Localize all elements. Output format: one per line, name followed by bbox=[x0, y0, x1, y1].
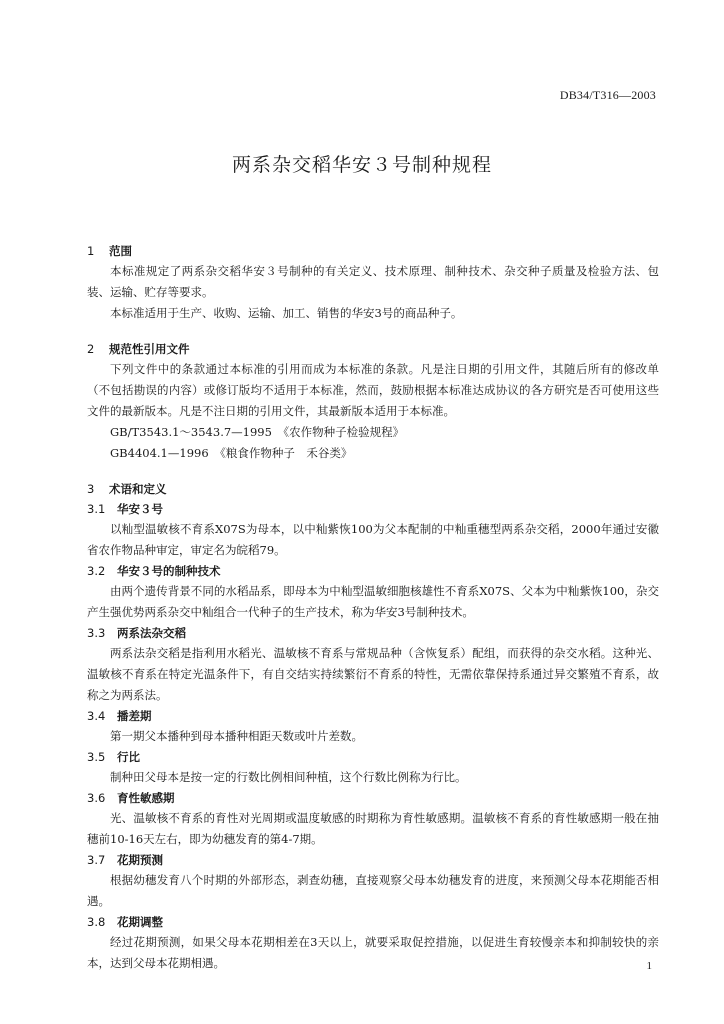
section-number: 2 bbox=[87, 342, 95, 356]
term-heading bbox=[87, 561, 659, 581]
term-title: 两系法杂交稻 bbox=[117, 626, 186, 640]
term-heading bbox=[87, 912, 659, 932]
section-number: 1 bbox=[87, 244, 95, 258]
term-definition: 光、温敏核不育系的育性对光周期或温度敏感的时期称为育性敏感期。温敏核不育系的育性敏感期一般在抽穗前10-16天左右，即为幼穗发育的第4-7期。 bbox=[87, 811, 659, 846]
term-heading bbox=[87, 747, 659, 767]
term-definition: 经过花期预测，如果父母本花期相差在3天以上，就要采取促控措施，以促进生育较慢亲本和抑制较快的亲本，达到父母本花期相遇。 bbox=[87, 935, 659, 970]
term-number: 3.8 bbox=[87, 915, 106, 929]
term-number: 3.3 bbox=[87, 626, 106, 640]
term-title: 育性敏感期 bbox=[117, 791, 175, 805]
term-number: 3.5 bbox=[87, 750, 106, 764]
term-title: 播差期 bbox=[117, 709, 152, 723]
term-heading bbox=[87, 788, 659, 808]
term-number: 3.7 bbox=[87, 853, 106, 867]
page-number: 1 bbox=[646, 960, 652, 972]
section-heading-normative-references bbox=[87, 339, 659, 359]
section-title: 术语和定义 bbox=[109, 482, 167, 496]
term-number: 3.6 bbox=[87, 791, 106, 805]
term-definition: 制种田父母本是按一定的行数比例相间种植，这个行数比例称为行比。 bbox=[110, 770, 467, 784]
reference-item: GB/T3543.1～3543.7—1995 《农作物种子检验规程》 bbox=[110, 425, 405, 439]
section-heading-terms bbox=[87, 479, 659, 499]
paragraph: 本标准适用于生产、收购、运输、加工、销售的华安3号的商品种子。 bbox=[110, 306, 463, 320]
term-number: 3.1 bbox=[87, 502, 106, 516]
term-definition: 以籼型温敏核不育系X07S为母本，以中籼紫恢100为父本配制的中籼重穗型两系杂交稻，2000年通过安徽省农作物品种审定，审定名为皖稻79。 bbox=[87, 522, 659, 557]
term-title: 华安３号 bbox=[117, 502, 163, 516]
term-definition: 由两个遗传背景不同的水稻品系，即母本为中籼型温敏细胞核雄性不育系X07S、父本为中籼紫恢100，杂交产生强优势两系杂交中籼组合一代种子的生产技术，称为华安3号制种技术。 bbox=[87, 584, 659, 619]
term-definition: 第一期父本播种到母本播种相距天数或叶片差数。 bbox=[110, 729, 363, 743]
section-title: 范围 bbox=[109, 244, 132, 258]
paragraph: 下列文件中的条款通过本标准的引用而成为本标准的条款。凡是注日期的引用文件，其随后所有的修改单（不包括勘误的内容）或修订版均不适用于本标准，然而，鼓励根据本标准达成协议的各方研究是否可使用这些文件的最新版本。凡是不注日期的引用文件，其最新版本适用于本标准。 bbox=[87, 362, 659, 418]
term-heading bbox=[87, 706, 659, 726]
section-heading-scope bbox=[87, 241, 659, 261]
term-title: 花期预测 bbox=[117, 853, 163, 867]
section-number: 3 bbox=[87, 482, 95, 496]
document-body bbox=[87, 236, 659, 974]
term-definition: 根据幼穗发育八个时期的外部形态，剥查幼穗，直接观察父母本幼穗发育的进度，来预测父母本花期能否相遇。 bbox=[87, 873, 659, 908]
reference-item: GB4404.1—1996 《粮食作物种子 禾谷类》 bbox=[110, 446, 353, 460]
term-title: 华安３号的制种技术 bbox=[117, 564, 221, 578]
term-title: 行比 bbox=[117, 750, 140, 764]
term-heading bbox=[87, 499, 659, 519]
document-code: DB34/T316—2003 bbox=[559, 88, 656, 102]
term-number: 3.2 bbox=[87, 564, 106, 578]
section-title: 规范性引用文件 bbox=[109, 342, 190, 356]
document-title: 两系杂交稻华安３号制种规程 bbox=[231, 154, 492, 176]
term-number: 3.4 bbox=[87, 709, 106, 723]
term-title: 花期调整 bbox=[117, 915, 163, 929]
term-heading bbox=[87, 850, 659, 870]
term-heading bbox=[87, 623, 659, 643]
paragraph: 本标准规定了两系杂交稻华安３号制种的有关定义、技术原理、制种技术、杂交种子质量及检验方法、包装、运输、贮存等要求。 bbox=[87, 264, 659, 299]
term-definition: 两系法杂交稻是指利用水稻光、温敏核不育系与常规品种（含恢复系）配组，而获得的杂交水稻。这种光、温敏核不育系在特定光温条件下，有自交结实持续繁衍不育系的特性，无需依靠保持系通过异交繁殖不育系，故称之为两系法。 bbox=[87, 646, 659, 702]
